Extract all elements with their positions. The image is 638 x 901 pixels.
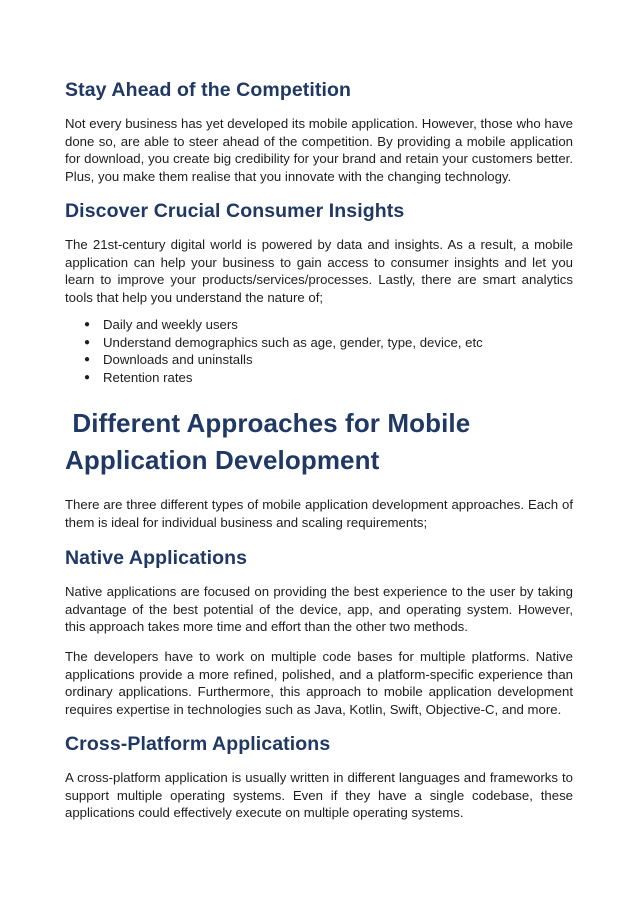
heading-cross-platform: Cross-Platform Applications bbox=[65, 733, 331, 755]
paragraph-native-1: Native applications are focused on providing the best experience to the user by taking advantage of the best potential of the device, app, and operating system. However, this approach takes more time and effort than the other two methods. bbox=[65, 584, 573, 634]
paragraph-stay-ahead: Not every business has yet developed its mobile application. However, those who have done so, are able to steer ahead of the competition. By providing a mobile application for download, you create big credibility for your brand and retain your customers better. Plus, you make them realise that you innovate with the changing technology. bbox=[65, 116, 573, 184]
paragraph-native-2: The developers have to work on multiple code bases for multiple platforms. Native applications provide a more refined, polished, and a platform-specific experience than ordinary applications. Furthermore, this approach to mobile application development requires expertise in technologies such as Java, Kotlin, Swift, Objective-C, and more. bbox=[65, 649, 573, 717]
bullet-icon: ● bbox=[84, 354, 91, 365]
paragraph-approaches: There are three different types of mobile application development approaches. Each of them is ideal for individual business and scaling requirements; bbox=[65, 497, 573, 530]
list-item bbox=[65, 334, 573, 352]
list-item-text: Retention rates bbox=[103, 369, 193, 385]
heading-stay-ahead: Stay Ahead of the Competition bbox=[65, 79, 352, 101]
list-item-text: Daily and weekly users bbox=[103, 317, 238, 332]
insights-bullet-list bbox=[65, 316, 573, 386]
paragraph-consumer-insights: The 21st-century digital world is powered by data and insights. As a result, a mobile application can help your business to gain access to consumer insights and let you learn to improve your products/services/processes. Lastly, there are smart analytics tools that help you understand the nature of; bbox=[65, 237, 573, 305]
list-item-text: Downloads and uninstalls bbox=[103, 352, 253, 367]
list-item bbox=[65, 369, 573, 387]
heading-native-applications: Native Applications bbox=[65, 547, 248, 569]
paragraph-cross-platform: A cross-platform application is usually written in different languages and frameworks to support multiple operating systems. Even if they have a single codebase, these applications could effectively execute on multiple operating systems. bbox=[65, 770, 573, 820]
list-item bbox=[65, 351, 573, 369]
heading-approaches-line-2: Application Development bbox=[65, 445, 380, 475]
bullet-icon: ● bbox=[84, 319, 91, 330]
heading-consumer-insights: Discover Crucial Consumer Insights bbox=[65, 200, 405, 222]
bullet-icon: ● bbox=[84, 371, 91, 383]
heading-approaches-line-1: Different Approaches for Mobile bbox=[65, 408, 471, 438]
list-item bbox=[65, 316, 573, 334]
list-item-text: Understand demographics such as age, gender, type, device, etc bbox=[103, 334, 483, 350]
bullet-icon: ● bbox=[84, 336, 91, 348]
